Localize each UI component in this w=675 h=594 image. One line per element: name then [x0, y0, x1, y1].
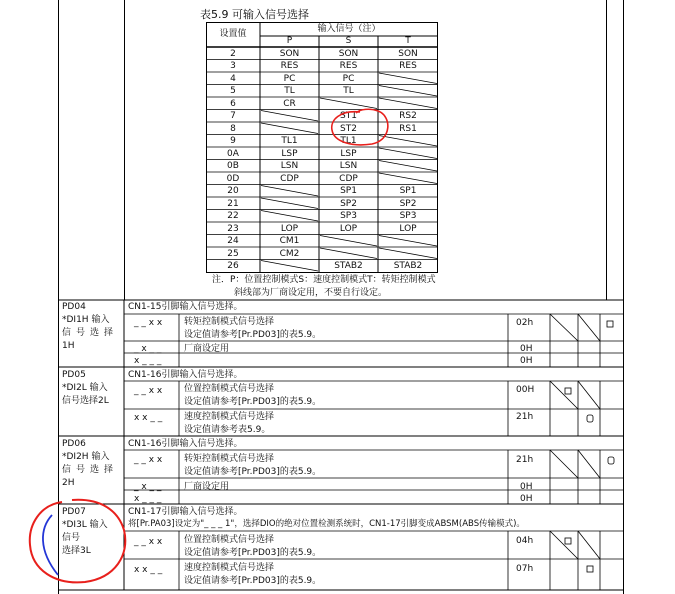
pd06-r1-b: 设定值请参考[Pr.PD03]的表5.9。: [184, 467, 322, 477]
signal-cell-s: SON: [338, 48, 359, 59]
reserved-slash: [261, 111, 318, 122]
setting-value-cell: 0B: [227, 161, 239, 171]
reserved-slash: [379, 148, 437, 159]
signal-cell-s: TL: [343, 86, 354, 96]
pd04-r3-val: 0H: [520, 356, 533, 366]
pd06-r1-code: _ _ x x: [134, 455, 163, 465]
setting-value-cell: 20: [227, 186, 239, 196]
signal-cell-t: STAB2: [393, 261, 423, 271]
signal-cell-t: LOP: [399, 223, 417, 234]
pd04-r1-code: _ _ x x: [134, 318, 163, 328]
signal-cell-s: PC: [342, 73, 355, 84]
pd07-desc-2: 将[Pr.PA03]设定为"_ _ _ 1"，选择DIO的绝对位置检测系统时，CN1-17引脚变成ABSM(ABS传输模式)。: [128, 519, 525, 529]
pd05-mode-icon-2: [587, 415, 593, 422]
reserved-slash: [379, 73, 437, 84]
pd06-code: PD06: [62, 439, 86, 449]
setting-value-cell: 21: [227, 198, 239, 209]
setting-value-cell: 0D: [226, 173, 240, 184]
pd07-r2-val: 07h: [516, 564, 534, 574]
pd07-desc: CN1-17引脚输入信号选择。: [128, 507, 243, 517]
pd07-r2-a: 速度控制模式信号选择: [184, 563, 275, 573]
pd05-r1-b: 设定值请参考[Pr.PD03]的表5.9。: [184, 397, 322, 407]
pd07-r1-b: 设定值请参考[Pr.PD03]的表5.9。: [184, 548, 322, 558]
pd05-name-1: *DI2L 输入: [62, 383, 108, 393]
signal-cell-p: CR: [283, 98, 296, 109]
pd07-code: PD07: [62, 507, 86, 517]
header-t: T: [405, 36, 411, 46]
pd06-name-3: 2H: [62, 478, 75, 488]
pd07-mode-icon-2: [587, 566, 593, 572]
pd04-r2-a: 厂商设定用: [184, 344, 230, 354]
signal-cell-s: ST1: [340, 111, 357, 121]
inner-left-border: [124, 0, 125, 300]
signal-cell-t: SON: [398, 48, 418, 59]
pd07-r1-a: 位置控制模式信号选择: [184, 535, 275, 545]
signal-cell-s: RES: [339, 61, 358, 71]
setting-value-cell: 3: [230, 61, 236, 71]
setting-value-cell: 6: [230, 98, 236, 109]
pd05-mode-icon-1: [565, 388, 571, 394]
pd05-r2-val: 21h: [516, 412, 534, 422]
pd05-r1-val: 00H: [516, 385, 535, 395]
signal-cell-p: PC: [283, 73, 296, 84]
signal-cell-t: RS2: [399, 111, 417, 121]
signal-cell-t: SP1: [399, 186, 417, 196]
signal-cell-s: STAB2: [334, 261, 363, 271]
pd05-code: PD05: [62, 370, 86, 380]
signal-cell-t: RS1: [399, 123, 417, 134]
signal-cell-p: LSP: [281, 148, 298, 159]
reserved-slash: [379, 248, 437, 259]
table-caption: 表5.9 可输入信号选择: [200, 8, 309, 21]
pd07-r2-code: x x _ _: [134, 565, 163, 575]
pd06-name-2: 信号选择: [62, 465, 119, 475]
setting-value-cell: 4: [230, 73, 236, 84]
signal-cell-p: CM2: [279, 248, 300, 259]
signal-cell-p: CDP: [280, 173, 299, 184]
pd04-r1-val: 02h: [516, 318, 534, 328]
pd07-r1-code: _ _ x x: [134, 537, 163, 547]
signal-cell-s: TL1: [340, 136, 357, 146]
reserved-slash: [320, 98, 377, 109]
outer-right-border: [623, 0, 624, 594]
pd06-r2-val: 0H: [520, 482, 533, 492]
pd05-r1-a: 位置控制模式信号选择: [184, 384, 275, 394]
blue-mark-pd07: [43, 515, 58, 575]
pd07-name-1: *DI3L 输入: [62, 520, 108, 530]
setting-value-cell: 22: [227, 211, 239, 221]
reserved-slash: [261, 198, 318, 209]
pd05-r1-code: _ _ x x: [134, 386, 163, 396]
pd06-mode-icon: [608, 457, 614, 464]
table-note-1: 注．P：位置控制模式S：速度控制模式T：转矩控制模式: [212, 275, 436, 285]
reserved-slash: [261, 261, 318, 272]
signal-cell-p: SON: [279, 48, 300, 59]
pd04-desc: CN1-15引脚输入信号选择。: [128, 302, 243, 312]
reserved-slash: [379, 161, 437, 172]
setting-value-cell: 5: [230, 86, 236, 96]
header-setting: 设置值: [219, 29, 247, 39]
reserved-slash: [261, 211, 318, 222]
reserved-slash: [320, 248, 377, 259]
pd06-r2-a: 厂商设定用: [184, 482, 230, 492]
pd04-name-1: *DI1H 输入: [62, 315, 110, 325]
pd07-name-2: 信号: [62, 533, 81, 543]
pd04-mode-icon: [607, 321, 613, 327]
table-note-2: 斜线部为厂商设定用，不要自行设定。: [234, 288, 388, 298]
pd04-name-2: 信号选择: [62, 328, 119, 338]
pd05-name-2: 信号选择2L: [62, 396, 109, 406]
signal-cell-s: SP1: [340, 186, 357, 196]
reserved-slash: [261, 186, 318, 197]
pd04-r3-code: x _ _ _: [134, 356, 162, 366]
reserved-slash: [320, 236, 377, 247]
pd04-r1-b: 设定值请参考[Pr.PD03]的表5.9。: [184, 330, 322, 340]
signal-cell-s: SP2: [340, 198, 357, 209]
pd04-r1-a: 转矩控制模式信号选择: [184, 317, 275, 327]
signal-cell-s: LSP: [340, 148, 357, 159]
setting-value-cell: 8: [230, 123, 236, 134]
reserved-slash: [379, 86, 437, 97]
pd04-r2-val: 0H: [520, 344, 533, 354]
pd04-r2-code: _ x _ _: [134, 344, 162, 354]
signal-cell-s: ST2: [340, 123, 357, 134]
reserved-slash: [379, 236, 437, 247]
pd05-r2-code: x x _ _: [134, 413, 163, 423]
reserved-slash: [379, 98, 437, 109]
reserved-slash: [379, 173, 437, 184]
reserved-slash: [261, 123, 318, 134]
pd04-code: PD04: [62, 302, 86, 312]
setting-value-cell: 7: [230, 111, 236, 121]
pd07-r1-val: 04h: [516, 536, 534, 546]
header-signal: 输入信号（注）: [317, 24, 381, 34]
pd07-mode-icon-1: [565, 538, 571, 544]
signal-cell-s: CDP: [339, 173, 358, 184]
reserved-slash: [379, 136, 437, 147]
signal-cell-p: CM1: [279, 236, 300, 246]
signal-cell-s: LSN: [339, 161, 358, 171]
signal-cell-t: RES: [399, 61, 417, 71]
pd06-r1-val: 21h: [516, 455, 534, 465]
pd06-r1-a: 转矩控制模式信号选择: [184, 454, 275, 464]
pd05-r2-a: 速度控制模式信号选择: [184, 412, 275, 422]
pd05-r2-b: 设定值请参考表5.9。: [184, 425, 271, 435]
signal-cell-p: LSN: [280, 161, 299, 171]
setting-value-cell: 23: [227, 223, 239, 234]
signal-cell-s: LOP: [339, 223, 358, 234]
signal-table: [206, 22, 438, 273]
signal-cell-p: TL: [284, 86, 295, 96]
setting-value-cell: 24: [227, 236, 239, 246]
signal-cell-s: SP3: [340, 211, 357, 221]
header-s: S: [345, 36, 352, 46]
pd06-r3-val: 0H: [520, 494, 533, 504]
pd07-r2-b: 设定值请参考[Pr.PD03]的表5.9。: [184, 576, 322, 586]
setting-value-cell: 9: [230, 136, 236, 146]
signal-cell-p: LOP: [280, 223, 299, 234]
pd05-desc: CN1-16引脚输入信号选择。: [128, 370, 243, 380]
setting-value-cell: 2: [230, 48, 236, 59]
setting-value-cell: 25: [227, 248, 239, 259]
signal-cell-t: SP3: [399, 211, 417, 221]
pd06-r2-code: _ x _ _: [134, 482, 162, 492]
setting-value-cell: 26: [227, 261, 239, 271]
header-p: P: [286, 36, 293, 46]
outer-left-border: [58, 0, 59, 594]
pd06-desc: CN1-16引脚输入信号选择。: [128, 439, 243, 449]
setting-value-cell: 0A: [227, 148, 239, 159]
signal-cell-t: SP2: [399, 198, 417, 209]
pd07-name-3: 选择3L: [62, 546, 91, 556]
signal-cell-p: RES: [280, 61, 299, 71]
pd04-name-3: 1H: [62, 341, 75, 351]
pd06-r3-code: x _ _ _: [134, 494, 162, 504]
inner-right-border: [606, 0, 607, 300]
signal-cell-p: TL1: [281, 136, 298, 146]
pd06-name-1: *DI2H 输入: [62, 452, 110, 462]
